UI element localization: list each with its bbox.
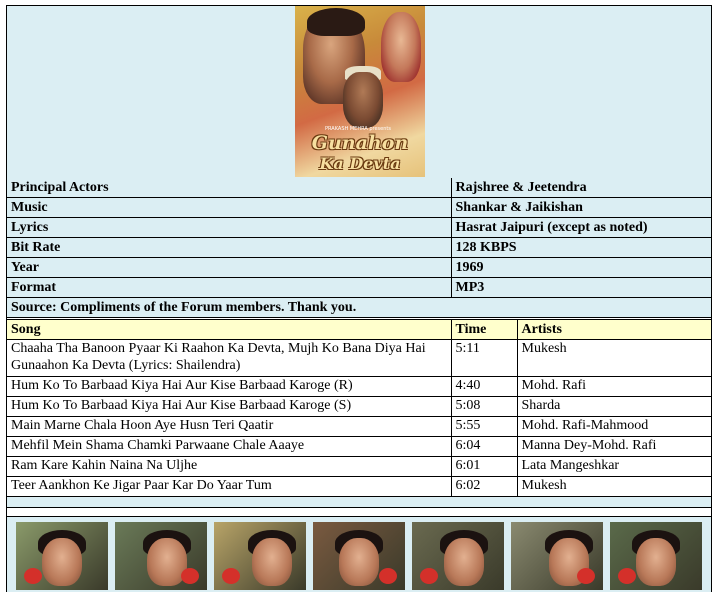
poster-row (7, 6, 711, 179)
info-row (7, 218, 711, 238)
song-artists-cell: Manna Dey-Mohd. Rafi (517, 437, 711, 457)
film-still-image (511, 522, 603, 590)
info-label: Lyrics (7, 218, 451, 238)
song-song-cell: Main Marne Chala Hoon Aye Husn Teri Qaatir (7, 417, 451, 437)
song-song-cell: Ram Kare Kahin Naina Na Uljhe (7, 457, 451, 477)
film-still-image (214, 522, 306, 590)
info-label: Bit Rate (7, 238, 451, 258)
column-header-song: Song (7, 320, 451, 340)
song-row (7, 417, 711, 437)
song-artists-cell: Mohd. Rafi-Mahmood (517, 417, 711, 437)
song-song-cell: Chaaha Tha Banoon Pyaar Ki Raahon Ka Devta, Mujh Ko Bana Diya Hai Gunaahon Ka Devta (Lyrics: Shailendra) (7, 340, 451, 377)
info-row (7, 238, 711, 258)
song-artists-cell: Mukesh (517, 340, 711, 377)
song-song-cell: Hum Ko To Barbaad Kiya Hai Aur Kise Barbaad Karoge (R) (7, 377, 451, 397)
info-label: Music (7, 198, 451, 218)
poster-credit: PRAKASH MEHRA presents (325, 126, 391, 132)
info-row (7, 278, 711, 298)
song-time-cell: 6:04 (451, 437, 517, 457)
song-time-cell: 5:55 (451, 417, 517, 437)
song-time-cell: 6:02 (451, 477, 517, 497)
song-song-cell: Hum Ko To Barbaad Kiya Hai Aur Kise Barbaad Karoge (S) (7, 397, 451, 417)
song-time-cell: 5:08 (451, 397, 517, 417)
song-song-cell: Mehfil Mein Shama Chamki Parwaane Chale Aaaye (7, 437, 451, 457)
film-still-image (16, 522, 108, 590)
song-time-cell: 4:40 (451, 377, 517, 397)
film-still-image (610, 522, 702, 590)
spacer-row (7, 497, 711, 508)
film-still-image (412, 522, 504, 590)
info-value: 1969 (451, 258, 711, 278)
songs-header-row (7, 320, 711, 340)
info-value: Shankar & Jaikishan (451, 198, 711, 218)
column-header-time: Time (451, 320, 517, 340)
song-song-cell: Teer Aankhon Ke Jigar Paar Kar Do Yaar Tum (7, 477, 451, 497)
film-still-image (313, 522, 405, 590)
song-row (7, 397, 711, 417)
poster-title-line1: Gunahon (311, 132, 409, 154)
source-note: Source: Compliments of the Forum members. Thank you. (7, 298, 711, 318)
info-value: Hasrat Jaipuri (except as noted) (451, 218, 711, 238)
info-value: MP3 (451, 278, 711, 298)
info-label: Year (7, 258, 451, 278)
info-row (7, 178, 711, 198)
song-time-cell: 5:11 (451, 340, 517, 377)
movie-poster-image (295, 6, 425, 177)
info-row (7, 198, 711, 218)
info-label: Format (7, 278, 451, 298)
info-value: 128 KBPS (451, 238, 711, 258)
poster-title-line2: Ka Devta (319, 154, 401, 173)
info-label: Principal Actors (7, 178, 451, 198)
song-row (7, 377, 711, 397)
song-row (7, 340, 711, 377)
song-row (7, 457, 711, 477)
info-row (7, 258, 711, 278)
song-artists-cell: Sharda (517, 397, 711, 417)
song-info-table (6, 5, 712, 592)
song-artists-cell: Lata Mangeshkar (517, 457, 711, 477)
album-info-table (7, 178, 711, 318)
song-artists-cell: Mukesh (517, 477, 711, 497)
film-still-image (115, 522, 207, 590)
song-row (7, 437, 711, 457)
songs-table (7, 319, 711, 508)
column-header-artists: Artists (517, 320, 711, 340)
source-row (7, 298, 711, 318)
song-row (7, 477, 711, 497)
song-artists-cell: Mohd. Rafi (517, 377, 711, 397)
info-value: Rajshree & Jeetendra (451, 178, 711, 198)
film-stills-strip (7, 516, 711, 592)
song-time-cell: 6:01 (451, 457, 517, 477)
